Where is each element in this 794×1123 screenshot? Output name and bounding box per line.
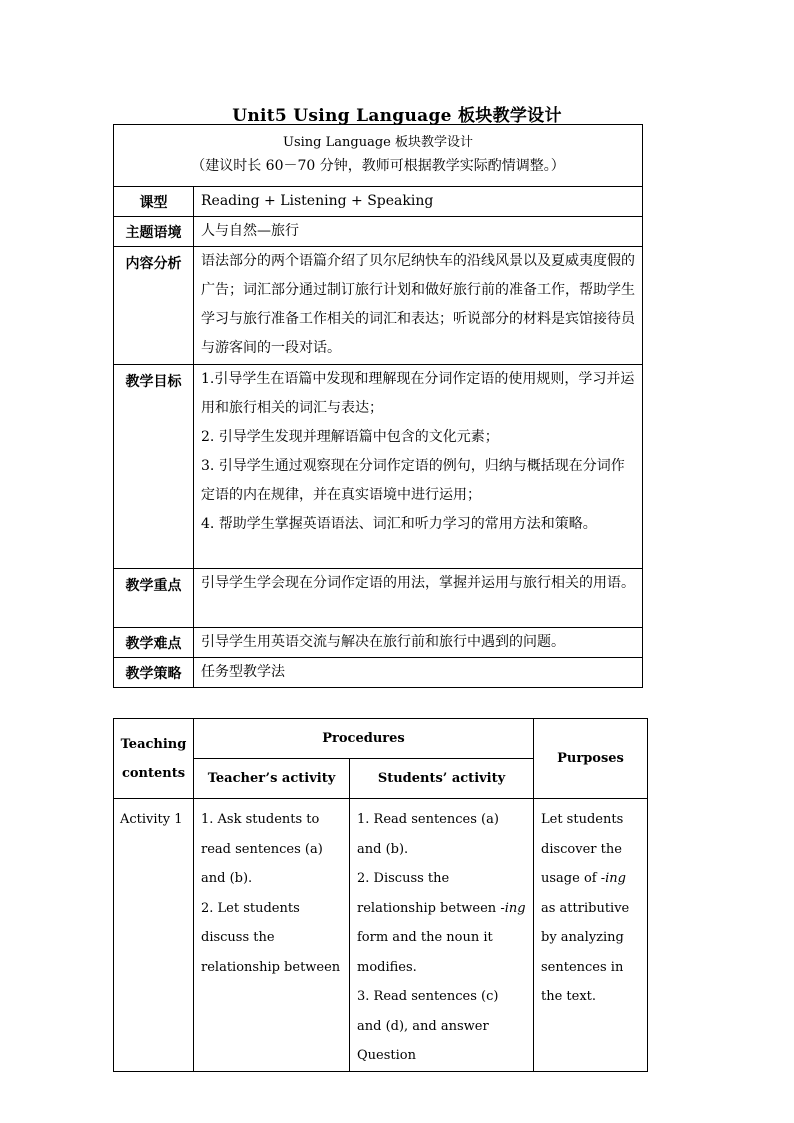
- row-label: 教学难点: [114, 628, 194, 658]
- purposes-header: Purposes: [534, 719, 648, 799]
- objective-line: 1.引导学生在语篇中发现和理解现在分词作定语的使用规则，学习并运用和旅行相关的词汇与表达；: [201, 371, 635, 416]
- document-title: Unit5 Using Language 板块教学设计: [232, 106, 562, 126]
- table-row: [114, 658, 643, 688]
- table-row: [114, 799, 648, 1072]
- row-label: 教学策略: [114, 658, 194, 688]
- purpose: [534, 799, 648, 1072]
- table-row: [114, 365, 643, 569]
- overview-header-row: [114, 125, 643, 187]
- row-label: 内容分析: [114, 247, 194, 365]
- table-row: [114, 187, 643, 217]
- table-row: [114, 628, 643, 658]
- teaching-contents-header: Teaching contents: [114, 719, 194, 799]
- row-value: [194, 365, 643, 569]
- student-step-text: 2. Discuss the relationship between: [357, 871, 501, 916]
- overview-header: [114, 125, 643, 187]
- row-value: 人与自然—旅行: [194, 217, 643, 247]
- student-step: 3. Read sentences (c) and (d), and answer Question: [357, 989, 499, 1063]
- objective-line: 2. 引导学生发现并理解语篇中包含的文化元素；: [201, 429, 499, 445]
- table-row: [114, 217, 643, 247]
- purpose-text: as attributive by analyzing sentences in the text.: [541, 900, 630, 1004]
- teacher-step: 1. Ask students to read sentences (a) and (b).: [201, 812, 323, 886]
- table-row: [114, 569, 643, 628]
- teacher-activity: [194, 799, 350, 1072]
- student-step: 1. Read sentences (a) and (b).: [357, 812, 499, 857]
- overview-header-note: （建议时长 60－70 分钟，教师可根据教学实际酌情调整。）: [191, 158, 565, 174]
- students-activity: [350, 799, 534, 1072]
- students-activity-header: Students’ activity: [350, 759, 534, 799]
- activity-name: Activity 1: [114, 799, 194, 1072]
- row-label: 教学目标: [114, 365, 194, 569]
- teacher-step: 2. Let students discuss the relationship between: [201, 900, 341, 975]
- objective-line: 4. 帮助学生掌握英语语法、词汇和听力学习的常用方法和策略。: [201, 516, 597, 532]
- overview-header-title: Using Language 板块教学设计: [283, 135, 473, 150]
- student-step: [357, 864, 527, 982]
- row-value: Reading + Listening + Speaking: [194, 187, 643, 217]
- procedures-table: [113, 718, 648, 1072]
- ing-term: -ing: [600, 871, 626, 886]
- row-value: 任务型教学法: [194, 658, 643, 688]
- row-label: 教学重点: [114, 569, 194, 628]
- row-label: 课型: [114, 187, 194, 217]
- row-value: 引导学生学会现在分词作定语的用法，掌握并运用与旅行相关的用语。: [194, 569, 643, 628]
- objective-line: 3. 引导学生通过观察现在分词作定语的例句，归纳与概括现在分词作定语的内在规律，并在真实语境中进行运用；: [201, 458, 625, 503]
- row-label: 主题语境: [114, 217, 194, 247]
- lesson-overview-table: [113, 124, 643, 688]
- row-value: 引导学生用英语交流与解决在旅行前和旅行中遇到的问题。: [194, 628, 643, 658]
- procedures-header: Procedures: [194, 719, 534, 759]
- purpose-text: Let students discover the usage of: [541, 812, 624, 886]
- ing-term: -ing: [500, 900, 526, 916]
- student-step-text: form and the noun it modifies.: [357, 930, 493, 975]
- table-row: [114, 247, 643, 365]
- procedures-header-row: [114, 719, 648, 759]
- teacher-activity-header: Teacher’s activity: [194, 759, 350, 799]
- row-value: 语法部分的两个语篇介绍了贝尔尼纳快车的沿线风景以及夏威夷度假的广告；词汇部分通过制订旅行计划和做好旅行前的准备工作，帮助学生学习与旅行准备工作相关的词汇和表达；听说部分的材料是宾馆接待员与游客间的一段对话。: [194, 247, 643, 365]
